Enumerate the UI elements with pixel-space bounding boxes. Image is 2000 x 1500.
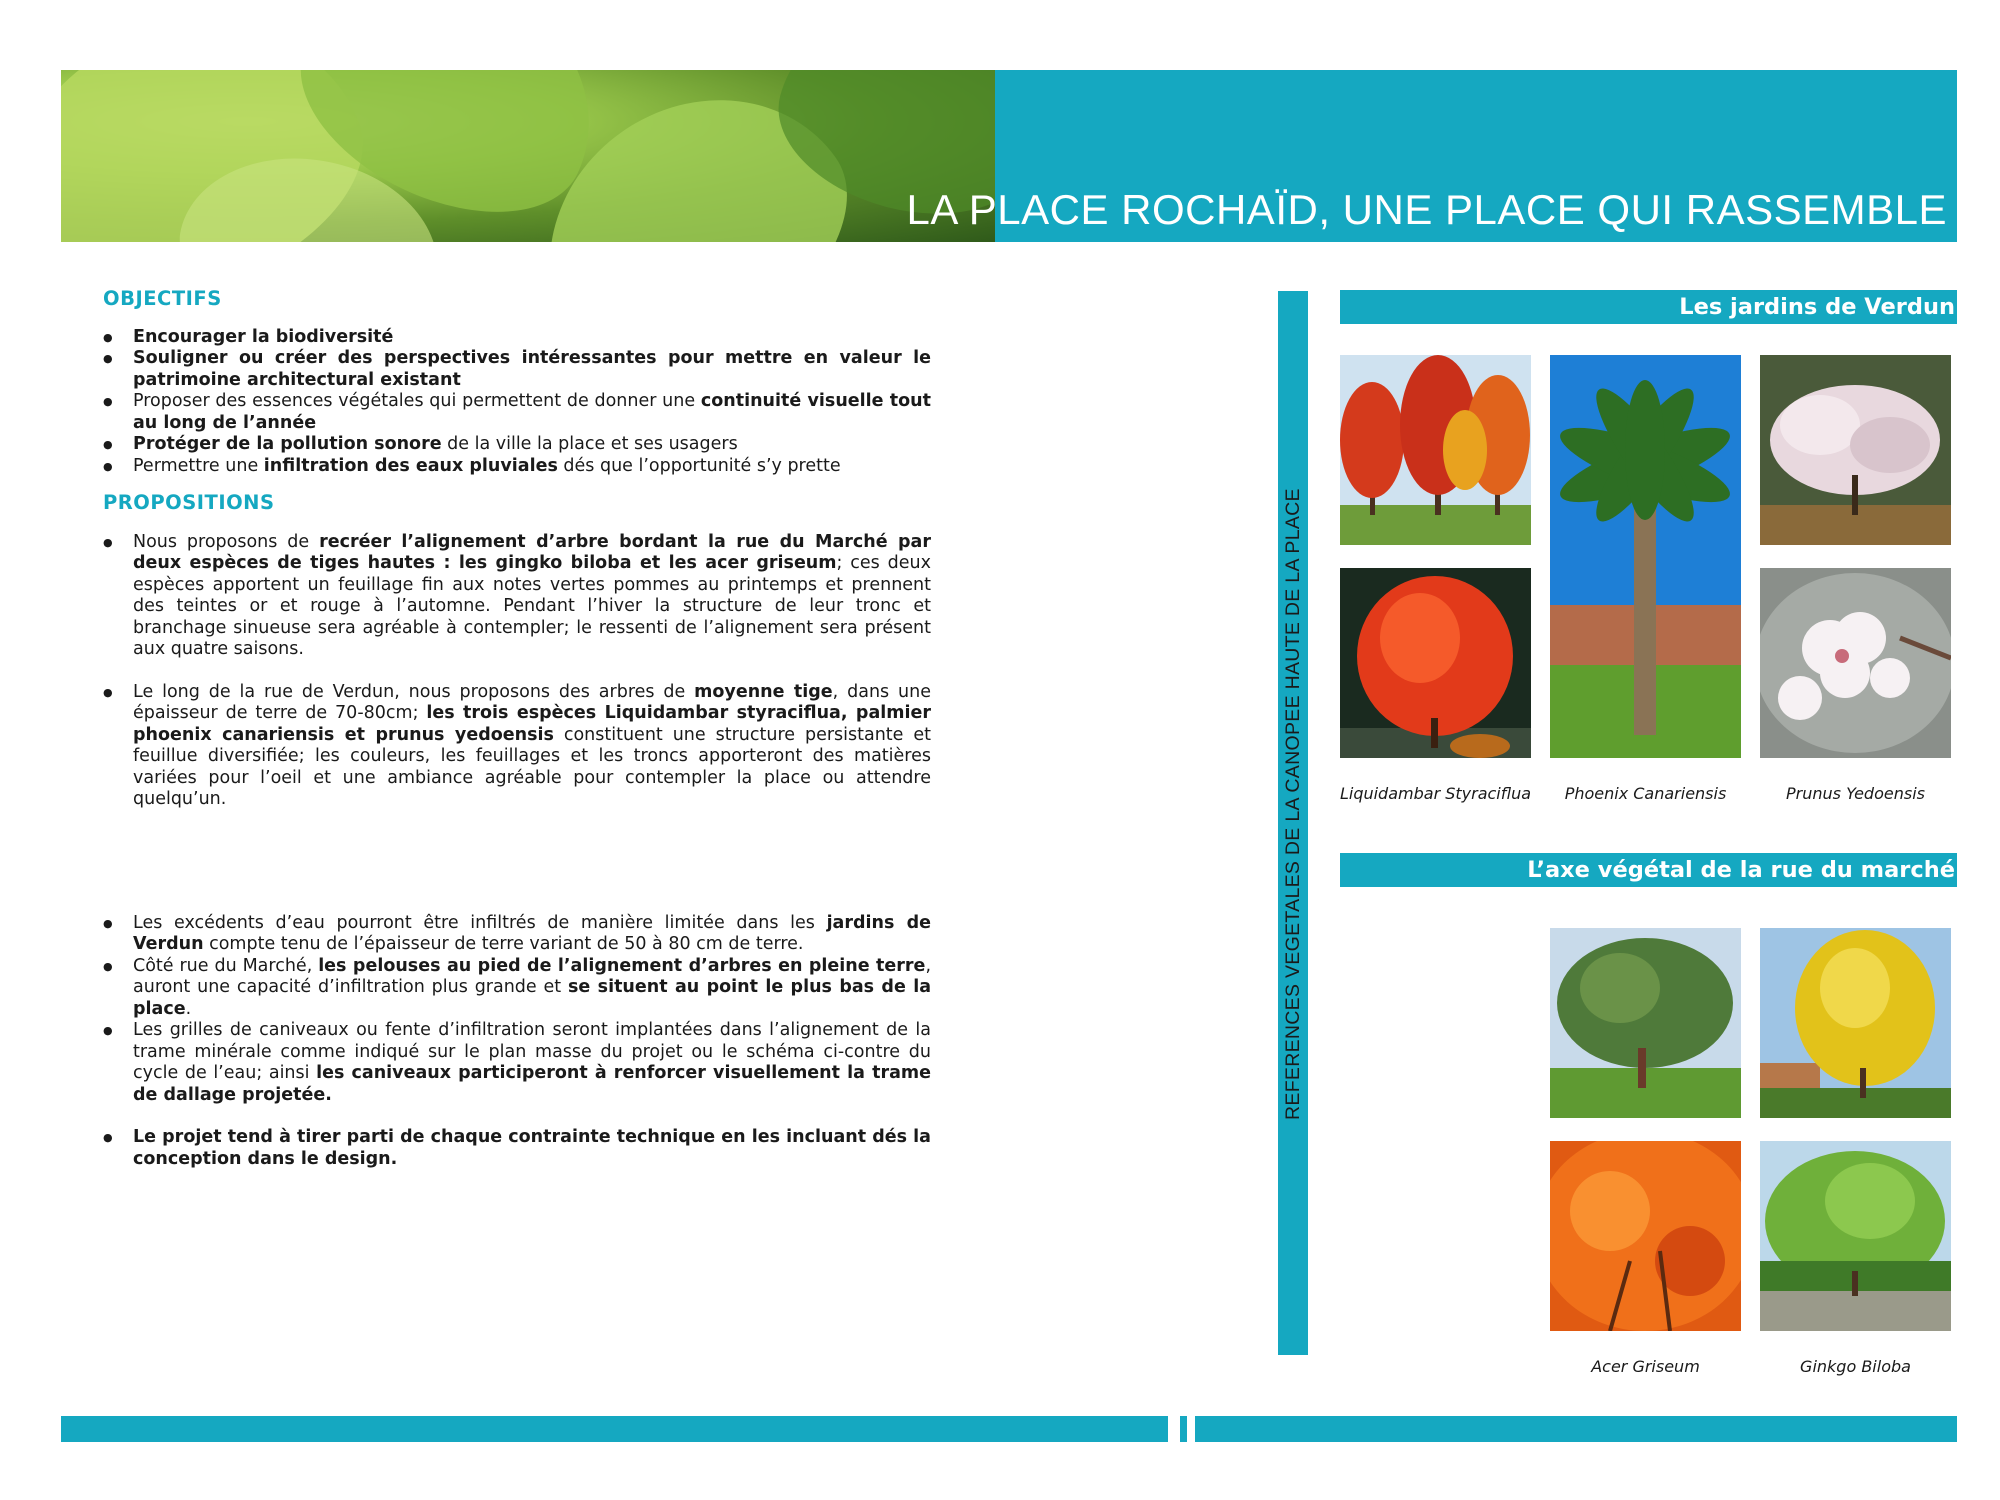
footer-bar-divider [1180,1416,1187,1442]
water-item: ● Les grilles de caniveaux ou fente d’infiltration seront implantées dans l’alignement de la trame minérale comme indiqué sur le plan masse du projet ou le schéma ci-contre du cycle de l’eau; ainsi les caniveaux participeront à renforcer visuellement la trame de dallage projetée. [103,1020,931,1106]
objectif-item: ● Souligner ou créer des perspectives intéressantes pour mettre en valeur le patrimoine architectural existant [103,348,931,391]
photo-phoenix-palm [1550,355,1741,758]
footer-bar-right [1195,1416,1957,1442]
objectif-item: ● Encourager la biodiversité [103,327,931,349]
water-item: ● Les excédents d’eau pourront être infiltrés de manière limitée dans les jardins de Verdun compte tenu de l’épaisseur de terre variant de 50 à 80 cm de terre. [103,913,931,956]
proposition-item: ● Nous proposons de recréer l’alignement d’arbre bordant la rue du Marché par deux espèces de tiges hautes : les gingko biloba et les acer griseum; ces deux espèces apportent un feuillage fin aux notes vertes pommes au printemps et prennent des teintes or et rouge à l’automne. Pendant l’hiver la structure de leur tronc et branchage sinueuse sera agréable à contempler; le ressenti de l’alignement sera présent aux quatre saisons. [103,532,931,661]
photo-liquidambar-autumn [1340,355,1531,545]
photo-prunus-tree [1760,355,1951,545]
conclusion-list [103,1127,931,1170]
propositions-heading: PROPOSITIONS [103,491,275,514]
photo-ginkgo-green [1760,1141,1951,1331]
left-text-column [103,288,931,1170]
proposition-item: ● Le long de la rue de Verdun, nous proposons des arbres de moyenne tige, dans une épaisseur de terre de 70-80cm; les trois espèces Liquidambar styraciflua, palmier phoenix canariensis et prunus yedoensis constituent une structure persistante et feuillue diversifiée; les couleurs, les feuillages et les troncs apporteront des matières variées pour l’oeil et une ambiance agréable pour contempler la place ou attendre quelqu’un. [103,682,931,811]
conclusion-item: ● Le projet tend à tirer parti de chaque contrainte technique en les incluant dés la conception dans le design. [103,1127,931,1170]
photo-acer-orange [1550,1141,1741,1331]
caption-liquidambar: Liquidambar Styraciflua [1339,784,1532,803]
propositions-list [103,532,931,811]
page-title: LA PLACE ROCHAÏD, UNE PLACE QUI RASSEMBLE [906,186,1947,233]
photo-acer-green [1550,928,1741,1118]
objectifs-heading: OBJECTIFS [103,287,222,310]
water-item: ● Côté rue du Marché, les pelouses au pied de l’alignement d’arbres en pleine terre, auront une capacité d’infiltration plus grande et se situent au point le plus bas de la place. [103,956,931,1021]
objectif-item: ● Permettre une infiltration des eaux pluviales dés que l’opportunité s’y prette [103,456,931,478]
water-list [103,913,931,1107]
header-leaf-photo [61,70,995,242]
caption-ginkgo: Ginkgo Biloba [1800,1357,1911,1376]
title-banner [906,70,1957,242]
photo-ginkgo-yellow [1760,928,1951,1118]
caption-acer: Acer Griseum [1591,1357,1700,1376]
objectifs-list [103,327,931,478]
photo-liquidambar-red [1340,568,1531,758]
footer-bar-left [61,1416,1168,1442]
objectif-item: ● Proposer des essences végétales qui permettent de donner une continuité visuelle tout au long de l’année [103,391,931,434]
caption-phoenix: Phoenix Canariensis [1564,784,1727,803]
vertical-label: REFERENCES VEGETALES DE LA CANOPEE HAUTE DE LA PLACE [1282,488,1304,1120]
verdun-heading: Les jardins de Verdun [1340,290,1957,324]
caption-prunus: Prunus Yedoensis [1786,784,1925,803]
marche-heading: L’axe végétal de la rue du marché [1340,853,1957,887]
photo-prunus-blossom [1760,568,1951,758]
objectif-item: ● Protéger de la pollution sonore de la ville la place et ses usagers [103,434,931,456]
